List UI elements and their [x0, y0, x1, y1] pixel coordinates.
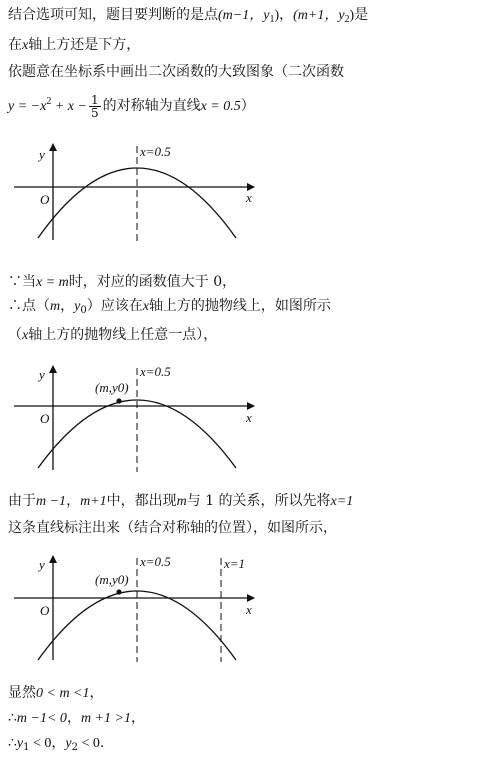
middle-line-1: ∵当x = m时，对应的函数值大于 0，	[8, 274, 237, 290]
function-equation: $y = -x^2 + x$ −	[8, 96, 87, 114]
point-label: (m,y0)	[95, 380, 129, 395]
conclusion-line-3: $\therefore y_1 < 0$，$y_2 < 0$.	[8, 735, 105, 753]
x-axis-label: x	[246, 602, 252, 617]
x-axis-label: x	[246, 190, 252, 205]
point-m-minus-1: (m−1，$y_1$)	[218, 8, 280, 25]
intro-line-1: 结合选项可知，题目要判断的是点(m−1，$y_1$)，(m+1，$y_2$)是	[8, 7, 369, 25]
y-axis-label: y	[39, 147, 45, 162]
line-x-equals-1-label: x=1	[224, 556, 246, 571]
fraction-one-fifth: $\frac{1}{5}$	[90, 92, 99, 120]
graph-2	[0, 362, 477, 474]
origin-label: O	[40, 603, 50, 618]
lower-line-1: 由于m −1，m+1中，都出现m与 1 的关系，所以先将x=1	[8, 493, 354, 509]
conclusion-line-2: ∴m −1< 0，m +1 >1，	[8, 710, 145, 726]
symmetry-axis-label: x=0.5	[140, 364, 171, 379]
intro-line-3: 依题意在坐标系中画出二次函数的大致图象（二次函数	[8, 64, 344, 80]
symmetry-axis-label: x=0.5	[140, 554, 171, 569]
graph-1	[0, 138, 477, 246]
x-axis-label: x	[246, 410, 252, 425]
point-m-y0	[116, 589, 121, 594]
point-m-plus-1: (m+1，$y_2$)	[293, 8, 355, 25]
y-axis-label: y	[39, 557, 45, 572]
middle-line-2: ∴点（m，$y_0$）应该在x轴上方的抛物线上，如图所示	[8, 298, 331, 316]
intro-text: 结合选项可知，题目要判断的是点	[8, 7, 218, 23]
point-label: (m,y0)	[95, 572, 129, 587]
y-axis-label: y	[39, 367, 45, 382]
intro-line-4: $y = -x^2 + x$ − $\frac{1}{5}$ 的对称轴为直线x = 0.5）	[8, 92, 255, 120]
symmetry-axis-label: x=0.5	[140, 144, 171, 159]
middle-line-3: （x轴上方的抛物线上任意一点），	[8, 327, 218, 343]
origin-label: O	[40, 192, 50, 207]
point-m-y0	[116, 398, 121, 403]
lower-line-2: 这条直线标注出来（结合对称轴的位置），如图所示，	[8, 520, 337, 536]
intro-line-2: 在x轴上方还是下方，	[8, 37, 141, 53]
origin-label: O	[40, 411, 50, 426]
conclusion-line-1: 显然0 < m <1，	[8, 685, 104, 701]
graph-3	[0, 552, 477, 664]
